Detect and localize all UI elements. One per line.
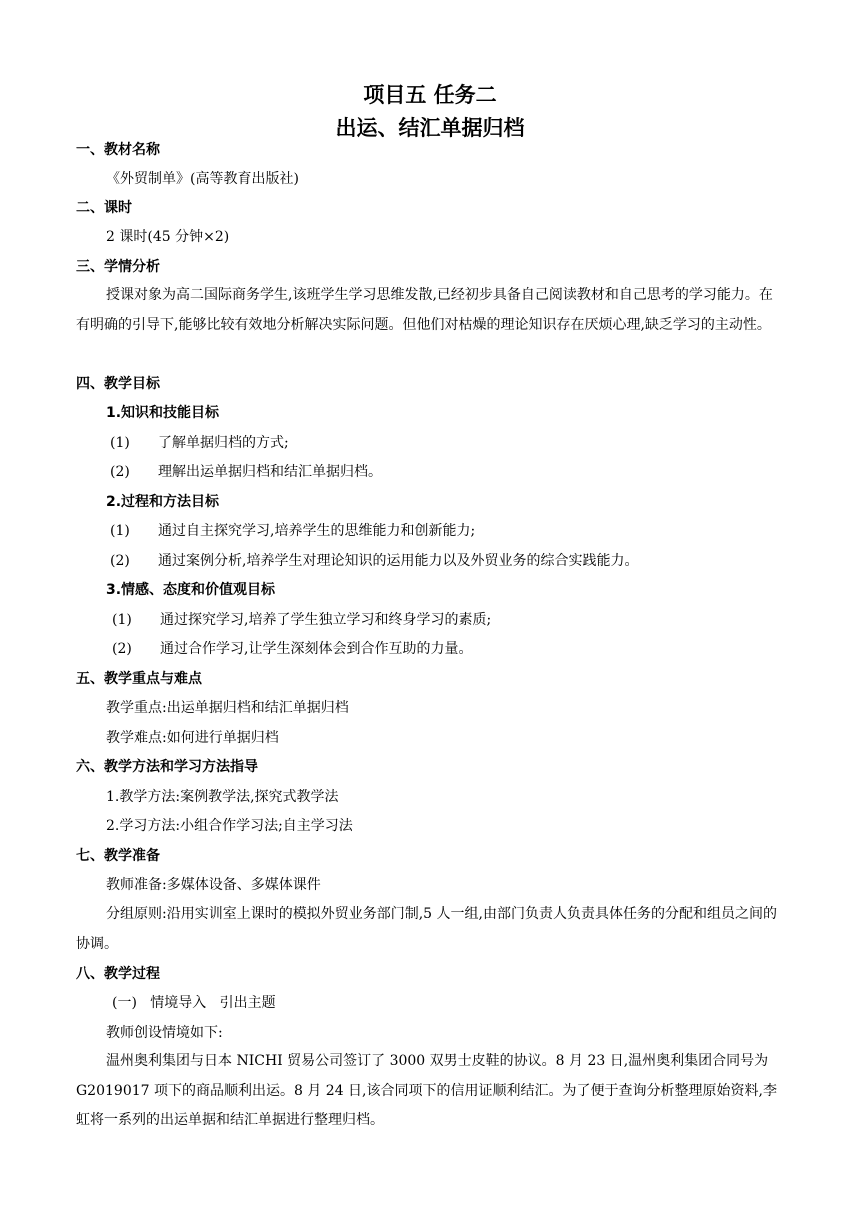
section-text-6: 1.教学方法:案例教学法,探究式教学法	[106, 789, 339, 805]
goal-item	[110, 433, 289, 453]
doc-title-line2: 出运、结汇单据归档	[335, 115, 525, 140]
goal-title-2: 2.过程和方法目标	[106, 494, 220, 510]
goal-item-text: 通过自主探究学习,培养学生的思维能力和创新能力;	[158, 523, 476, 539]
goal-item-number: (2)	[110, 553, 130, 569]
section-heading-6: 六、教学方法和学习方法指导	[76, 759, 258, 775]
subsection-title: (一) 情境导入 引出主题	[112, 995, 276, 1011]
section-heading-3: 三、学情分析	[76, 259, 160, 275]
goal-item	[110, 551, 638, 571]
goal-item-text: 通过案例分析,培养学生对理论知识的运用能力以及外贸业务的综合实践能力。	[158, 553, 639, 569]
section-heading-2: 二、课时	[76, 200, 132, 216]
goal-item-text: 理解出运单据归档和结汇单据归档。	[158, 464, 382, 480]
section-paragraph-7: 分组原则:沿用实训室上课时的模拟外贸业务部门制,5 人一组,由部门负责人负责具体任务的分配和组员之间的协调。	[76, 906, 777, 952]
goal-item-number: (1)	[112, 612, 132, 628]
goal-item-text: 通过探究学习,培养了学生独立学习和终身学习的素质;	[160, 612, 492, 628]
section-heading-4: 四、教学目标	[76, 376, 160, 392]
section-heading-8: 八、教学过程	[76, 966, 160, 982]
section-heading-1: 一、教材名称	[76, 142, 160, 158]
goal-item-number: (1)	[110, 523, 130, 539]
section-text-6: 2.学习方法:小组合作学习法;自主学习法	[106, 818, 353, 834]
section-text-2: 2 课时(45 分钟×2)	[106, 229, 230, 245]
goal-item-number: (2)	[112, 641, 132, 657]
section-text-7: 教师准备:多媒体设备、多媒体课件	[106, 877, 321, 893]
section-paragraph-3: 授课对象为高二国际商务学生,该班学生学习思维发散,已经初步具备自己阅读教材和自己思考的学习能力。在有明确的引导下,能够比较有效地分析解决实际问题。但他们对枯燥的理论知识存在厌烦心理,缺乏学习的主动性。	[76, 287, 773, 333]
section-paragraph-8: 温州奥利集团与日本 NICHI 贸易公司签订了 3000 双男士皮鞋的协议。8 月 23 日,温州奥利集团合同号为 G2019017 项下的商品顺利出运。8 月 24 日,该合同项下的信用证顺利结汇。为了便于查询分析整理原始资料,李虹将一系列的出运单据和结汇单据进行整理归档。	[76, 1053, 777, 1128]
goal-item-text: 通过合作学习,让学生深刻体会到合作互助的力量。	[160, 641, 473, 657]
section-text-8: 教师创设情境如下:	[106, 1025, 223, 1041]
goal-item-text: 了解单据归档的方式;	[158, 435, 289, 451]
goal-item-number: (1)	[110, 435, 130, 451]
goal-title-3: 3.情感、态度和价值观目标	[106, 582, 276, 598]
goal-item	[112, 610, 491, 630]
section-text-5: 教学难点:如何进行单据归档	[106, 730, 279, 746]
goal-item	[112, 639, 472, 659]
goal-item	[110, 462, 382, 482]
goal-title-1: 1.知识和技能目标	[106, 405, 220, 421]
section-heading-5: 五、教学重点与难点	[76, 671, 202, 687]
section-text-5: 教学重点:出运单据归档和结汇单据归档	[106, 700, 349, 716]
doc-title-line1: 项目五 任务二	[363, 82, 497, 107]
goal-item	[110, 521, 475, 541]
section-text-1: 《外贸制单》(高等教育出版社)	[106, 171, 299, 187]
section-heading-7: 七、教学准备	[76, 848, 160, 864]
goal-item-number: (2)	[110, 464, 130, 480]
